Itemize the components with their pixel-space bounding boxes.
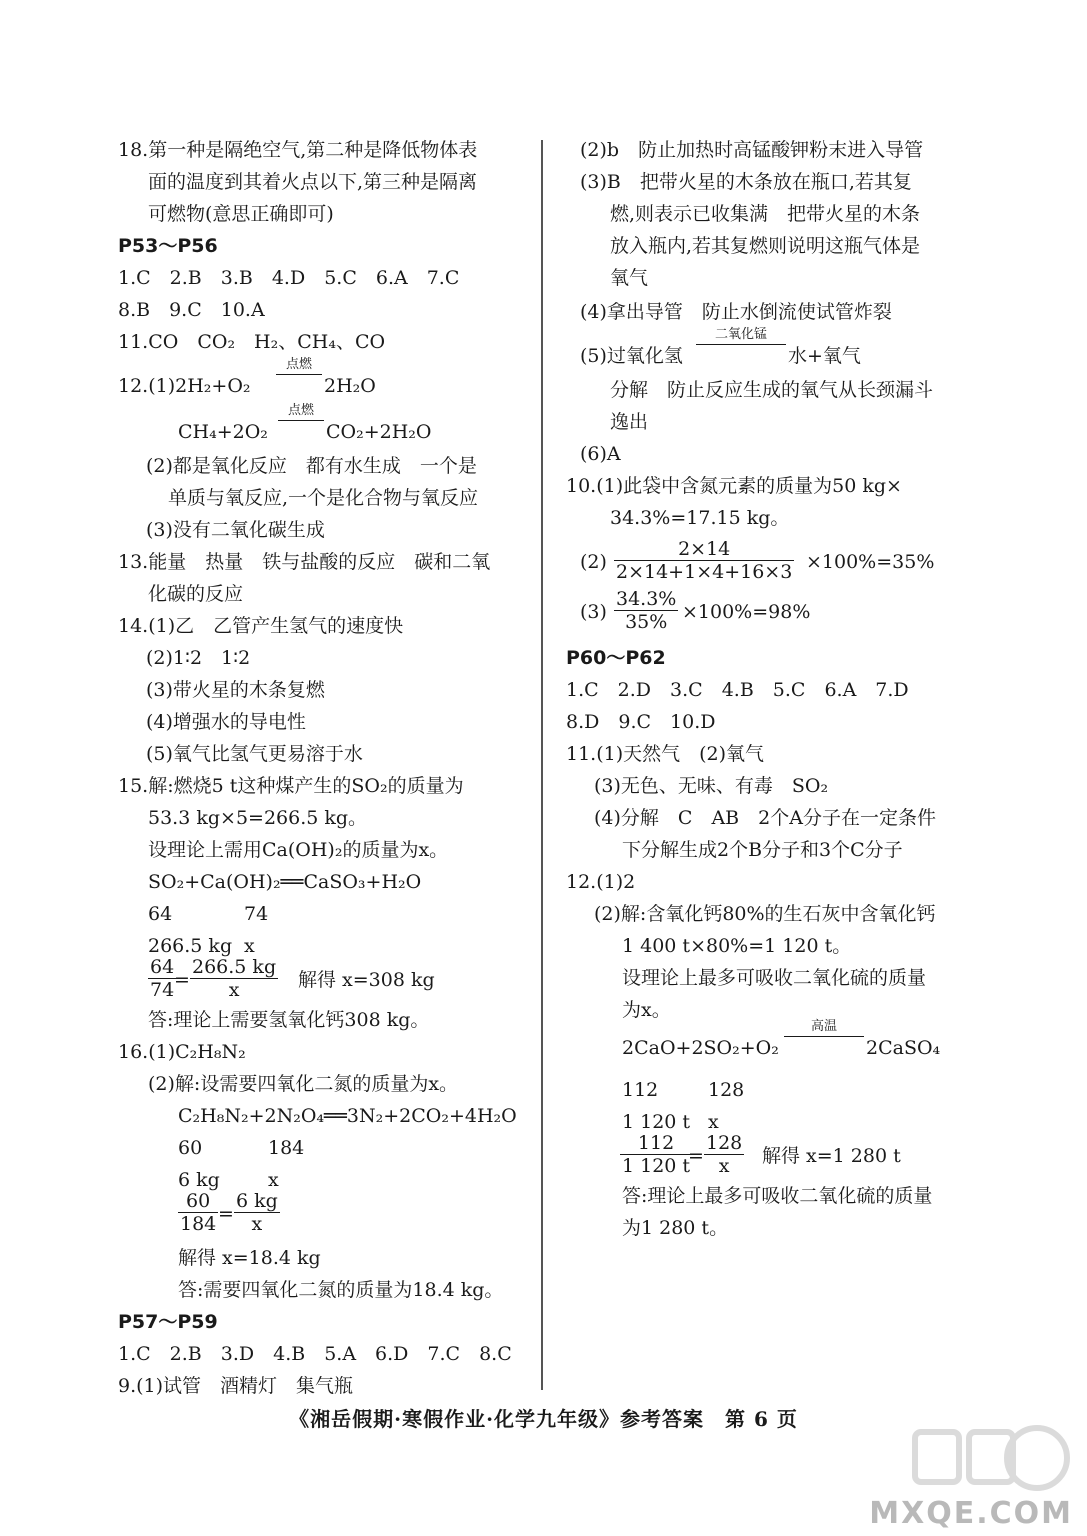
answer-15-equation: SO₂+Ca(OH)₂══CaSO₃+H₂O xyxy=(148,871,422,893)
denominator: 74 xyxy=(150,979,175,1001)
answer-9-part3-line2: 燃,则表示已收集满 把带火星的木条 xyxy=(610,203,921,225)
answer-10-part2-result: ×100%=35% xyxy=(806,551,935,573)
answer-16-mass-a: 60 xyxy=(178,1137,203,1159)
denominator: x xyxy=(228,979,240,1001)
answer-9-part3-line4: 氧气 xyxy=(610,267,649,289)
fraction xyxy=(148,956,176,1001)
reaction-arrow xyxy=(784,1036,864,1037)
answer-15-line2: 53.3 kg×5=266.5 kg。 xyxy=(148,807,368,829)
answer-13-line1: 13.能量 热量 铁与盐酸的反应 碳和二氧 xyxy=(118,551,491,573)
answer-12-conclusion-line1: 答:理论上最多可吸收二氧化硫的质量 xyxy=(622,1185,933,1207)
answer-15-mass-a: 64 xyxy=(148,903,173,925)
answer-16-value-a: 6 kg xyxy=(178,1169,220,1191)
equals-sign: = xyxy=(688,1145,704,1167)
denominator: x xyxy=(251,1213,263,1235)
answer-12-value-a: 1 120 t xyxy=(622,1111,691,1133)
answer-15-result: 解得 x=308 kg xyxy=(298,969,435,991)
answer-12-eq2-rhs: CO₂+2H₂O xyxy=(326,421,432,443)
answer-16-equation: C₂H₈N₂+2N₂O₄══3N₂+2CO₂+4H₂O xyxy=(178,1105,517,1127)
choice-answers-row5: 8.D 9.C 10.D xyxy=(566,711,716,733)
answer-12-eq1-lhs: 12.(1)2H₂+O₂ xyxy=(118,375,251,397)
reaction-arrow xyxy=(696,344,786,345)
answer-16-result: 解得 x=18.4 kg xyxy=(178,1247,321,1269)
answer-14-part4: (4)增强水的导电性 xyxy=(146,711,306,733)
fraction xyxy=(614,538,794,583)
answer-12-equation-lhs: 2CaO+2SO₂+O₂ xyxy=(622,1037,779,1059)
answer-11-part4-line1: (4)分解 C AB 2个A分子在一定条件 xyxy=(594,807,936,829)
answer-9-part3-line3: 放入瓶内,若其复燃则说明这瓶气体是 xyxy=(610,235,921,257)
section-heading-p53: P53～P56 xyxy=(118,235,218,257)
answer-14-part2: (2)1∶2 1∶2 xyxy=(146,647,251,669)
numerator: 6 kg xyxy=(236,1190,278,1212)
answer-12-mass-a: 112 xyxy=(622,1079,659,1101)
answer-18-line1: 18.第一种是隔绝空气,第二种是降低物体表 xyxy=(118,139,478,161)
answer-14-part5: (5)氧气比氢气更易溶于水 xyxy=(146,743,363,765)
answer-12-mass-b: 128 xyxy=(708,1079,745,1101)
answer-15-conclusion: 答:理论上需要氢氧化钙308 kg。 xyxy=(148,1009,430,1031)
answer-9-part1: 9.(1)试管 酒精灯 集气瓶 xyxy=(118,1375,354,1397)
answer-15-mass-b: 74 xyxy=(244,903,269,925)
answer-16-value-b: x xyxy=(268,1169,279,1191)
denominator: 184 xyxy=(180,1213,217,1235)
answer-14-part3: (3)带火星的木条复燃 xyxy=(146,679,325,701)
answer-12-part2-line3: 设理论上最多可吸收二氧化硫的质量 xyxy=(622,967,927,989)
numerator: 112 xyxy=(620,1132,692,1155)
answer-15-value-a: 266.5 kg xyxy=(148,935,233,957)
reaction-condition xyxy=(784,1020,864,1037)
numerator: 60 xyxy=(178,1190,218,1213)
answer-11-part1: 11.(1)天然气 (2)氧气 xyxy=(566,743,765,765)
answer-10-part2-label: (2) xyxy=(580,551,607,573)
answer-12-part2-line2: 单质与氧反应,一个是化合物与氧反应 xyxy=(168,487,479,509)
fraction xyxy=(704,1132,744,1177)
answer-16-mass-b: 184 xyxy=(268,1137,305,1159)
answer-16-part2: (2)解:设需要四氧化二氮的质量为x。 xyxy=(148,1073,459,1095)
numerator: 2×14 xyxy=(614,538,794,561)
answer-13-line2: 化碳的反应 xyxy=(148,583,244,605)
answer-10-line1: 10.(1)此袋中含氮元素的质量为50 kg× xyxy=(566,475,902,497)
answer-12-part1: 12.(1)2 xyxy=(566,871,636,893)
condition-text: 点燃 xyxy=(287,403,314,418)
answer-12-value-b: x xyxy=(708,1111,719,1133)
fraction xyxy=(620,1132,692,1177)
reaction-arrow xyxy=(276,374,322,375)
choice-answers-row4: 1.C 2.D 3.C 4.B 5.C 6.A 7.D xyxy=(566,679,909,701)
answer-11-part3: (3)无色、无味、有毒 SO₂ xyxy=(594,775,829,797)
reaction-condition xyxy=(696,328,786,345)
answer-9-part2: (2)b 防止加热时高锰酸钾粉末进入导管 xyxy=(580,139,924,161)
condition-text: 二氧化锰 xyxy=(714,327,767,342)
choice-answers-row2: 8.B 9.C 10.A xyxy=(118,299,265,321)
answer-10-line2: 34.3%=17.15 kg。 xyxy=(610,507,790,529)
fraction xyxy=(178,1190,218,1235)
equals-sign: = xyxy=(218,1203,234,1225)
section-heading-p60: P60～P62 xyxy=(566,647,666,669)
numerator: 64 xyxy=(150,956,175,978)
answer-18-line2: 面的温度到其着火点以下,第三种是隔离 xyxy=(148,171,478,193)
numerator: 266.5 kg xyxy=(192,956,277,978)
answer-10-part3-label: (3) xyxy=(580,601,607,623)
numerator: 128 xyxy=(706,1132,743,1154)
equals-sign: = xyxy=(174,969,190,991)
answer-14-part1: 14.(1)乙 乙管产生氢气的速度快 xyxy=(118,615,404,637)
answer-9-part5-lhs: (5)过氧化氢 xyxy=(580,345,683,367)
watermark-text: MXQE.COM xyxy=(869,1496,1073,1531)
answer-12-part2-line4: 为x。 xyxy=(622,999,671,1021)
answer-12-result: 解得 x=1 280 t xyxy=(762,1145,901,1167)
answer-12-part3: (3)没有二氧化碳生成 xyxy=(146,519,325,541)
answer-16-conclusion: 答:需要四氧化二氮的质量为18.4 kg。 xyxy=(178,1279,504,1301)
numerator: 34.3% xyxy=(616,588,677,610)
answer-9-part5-rhs: 水+氧气 xyxy=(788,345,861,367)
answer-12-equation-rhs: 2CaSO₄ xyxy=(866,1037,941,1059)
denominator: 1 120 t xyxy=(622,1155,691,1177)
answer-12-conclusion-line2: 为1 280 t。 xyxy=(622,1217,729,1239)
page-footer: 《湘岳假期·寒假作业·化学九年级》参考答案 第 6 页 xyxy=(289,1407,798,1431)
reaction-condition xyxy=(278,404,324,421)
answer-12-eq2-lhs: CH₄+2O₂ xyxy=(178,421,268,443)
section-heading-p57: P57～P59 xyxy=(118,1311,218,1333)
fraction xyxy=(234,1190,280,1235)
denominator: 35% xyxy=(625,611,668,633)
answer-12-part2-line2: 1 400 t×80%=1 120 t。 xyxy=(622,935,852,957)
reaction-arrow xyxy=(278,420,324,421)
answer-9-part3-line1: (3)B 把带火星的木条放在瓶口,若其复 xyxy=(580,171,912,193)
answer-12-part2-line1: (2)都是氧化反应 都有水生成 一个是 xyxy=(146,455,477,477)
answer-10-part3-result: ×100%=98% xyxy=(682,601,811,623)
fraction xyxy=(614,588,678,633)
answer-15-line3: 设理论上需用Ca(OH)₂的质量为x。 xyxy=(148,839,449,861)
column-divider xyxy=(541,140,543,1390)
condition-text: 点燃 xyxy=(285,357,312,372)
fraction xyxy=(190,956,278,1001)
answer-12-part2-line1: (2)解:含氧化钙80%的生石灰中含氧化钙 xyxy=(594,903,936,925)
answer-15-line1: 15.解:燃烧5 t这种煤产生的SO₂的质量为 xyxy=(118,775,464,797)
answer-12-eq1-rhs: 2H₂O xyxy=(324,375,376,397)
answer-15-value-b: x xyxy=(244,935,255,957)
answer-9-part6: (6)A xyxy=(580,443,621,465)
answer-18-line3: 可燃物(意思正确即可) xyxy=(148,203,334,225)
reaction-condition xyxy=(276,358,322,375)
condition-text: 高温 xyxy=(810,1019,837,1034)
answer-9-part4: (4)拿出导管 防止水倒流使试管炸裂 xyxy=(580,301,892,323)
denominator: x xyxy=(718,1155,730,1177)
answer-11: 11.CO CO₂ H₂、CH₄、CO xyxy=(118,331,386,353)
answer-16-part1: 16.(1)C₂H₈N₂ xyxy=(118,1041,246,1063)
choice-answers-row1: 1.C 2.B 3.B 4.D 5.C 6.A 7.C xyxy=(118,267,460,289)
answer-9-part5-line3: 逸出 xyxy=(610,411,649,433)
choice-answers-row3: 1.C 2.B 3.D 4.B 5.A 6.D 7.C 8.C xyxy=(118,1343,512,1365)
answer-11-part4-line2: 下分解生成2个B分子和3个C分子 xyxy=(622,839,903,861)
denominator: 2×14+1×4+16×3 xyxy=(616,561,793,583)
answer-9-part5-line2: 分解 防止反应生成的氧气从长颈漏斗 xyxy=(610,379,934,401)
